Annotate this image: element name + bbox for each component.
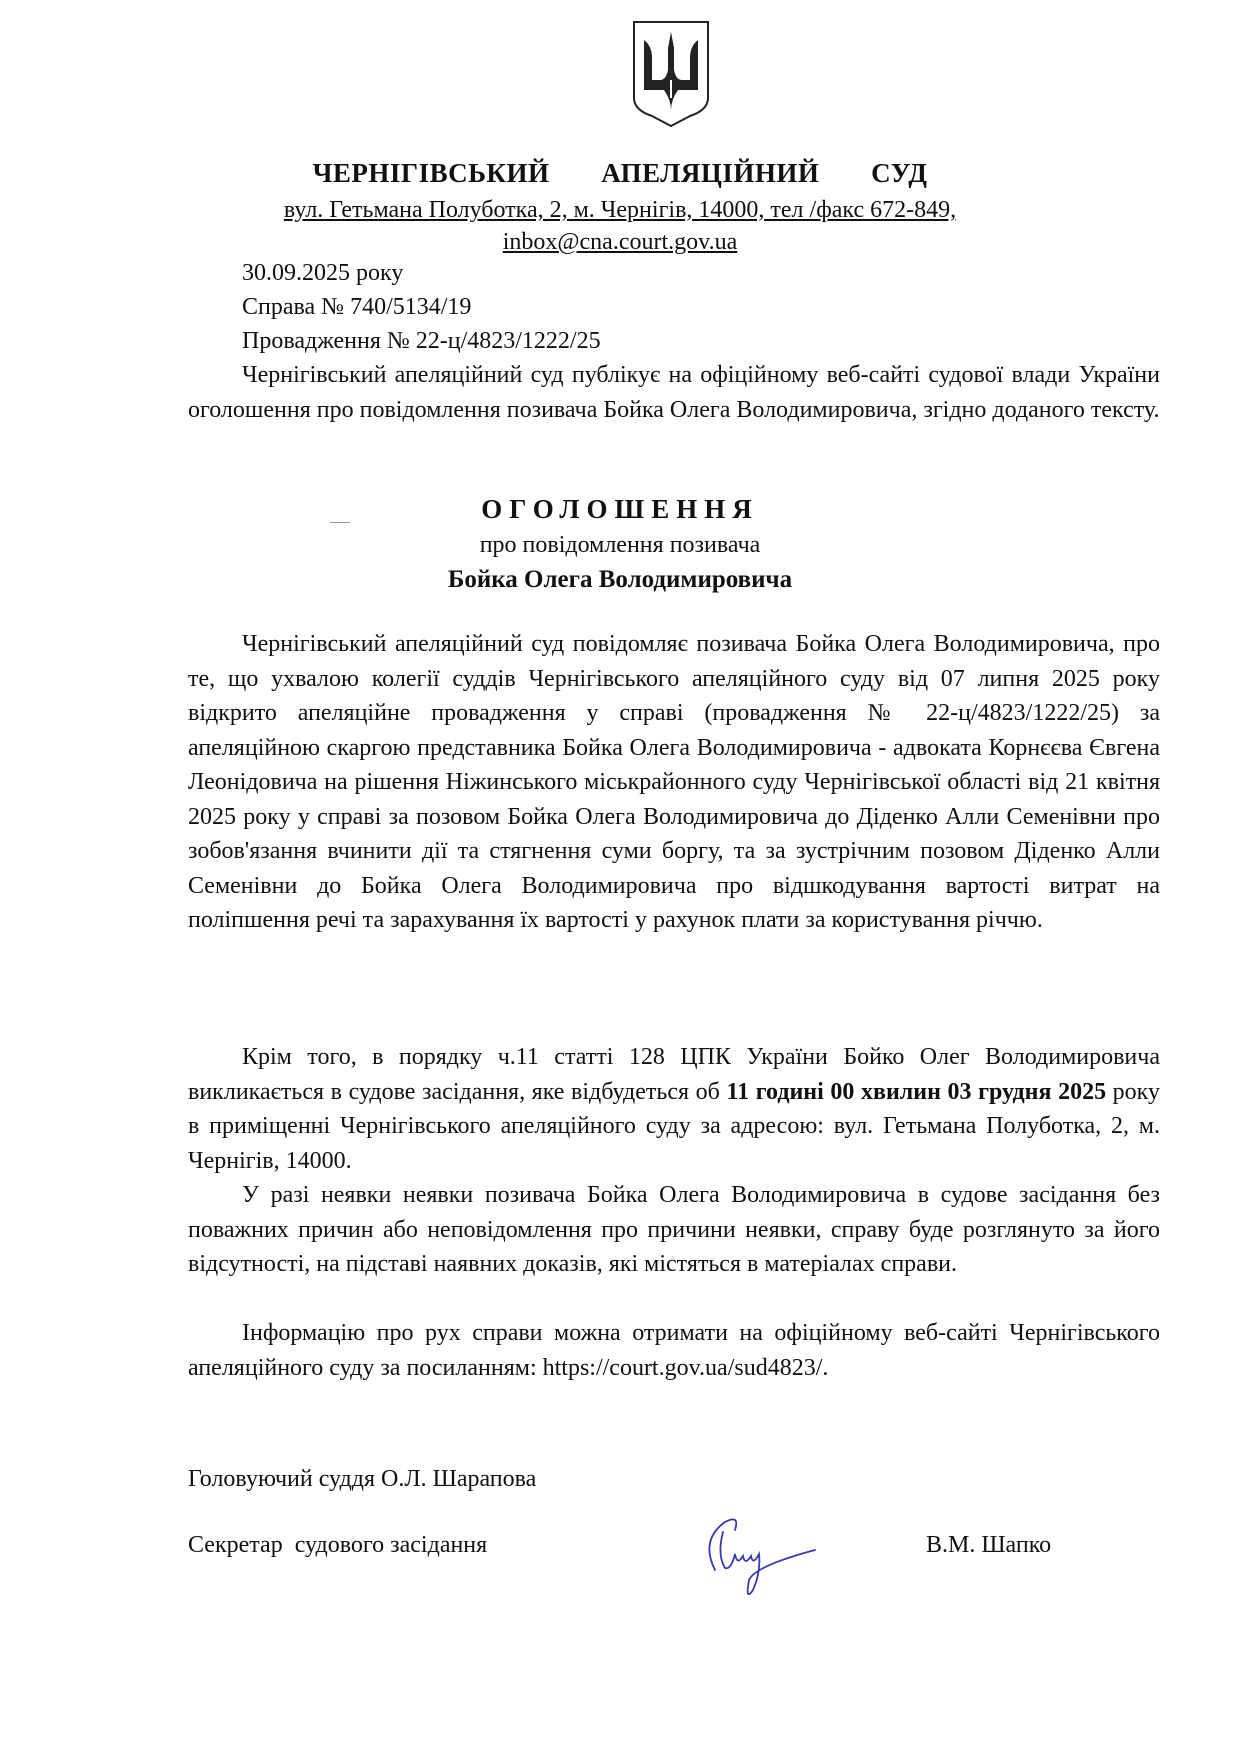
body-paragraph-info: Інформацію про рух справи можна отримати на офіційному веб-сайті Чернігівського апеляційного суду за посиланням: https://court.gov.ua/sud4823/. bbox=[188, 1320, 1160, 1381]
body-paragraph-notice: Чернігівський апеляційний суд повідомляє позивача Бойка Олега Володимировича, про те, що ухвалою колегії суддів Чернігівського апеляційного суду від 07 липня 2025 року відкрито апеляційне провадження у справі (провадження № 22-ц/4823/1222/25) за апеляційною скаргою представника Бойка Олега Володимировича - адвоката Корнєєва Євгена Леонідовича на рішення Ніжинського міськрайонного суду Чернігівської області від 21 квітня 2025 року у справі за позовом Бойка Олега Володимировича до Діденко Алли Семенівни про зобов'язання вчинити дії та стягнення суми боргу, та за зустрічним позовом Діденко Алли Семенівни до Бойка Олега Володимировича про відшкодування вартості витрат на поліпшення речі та зарахування їх вартості у рахунок плати за користування річчю. bbox=[188, 631, 1160, 933]
court-name: ЧЕРНІГІВСЬКИЙ АПЕЛЯЦІЙНИЙ СУД bbox=[312, 158, 928, 188]
court-address bbox=[0, 194, 1240, 258]
court-email-link[interactable]: inbox@cna.court.gov.ua bbox=[502, 229, 738, 255]
document-date: 30.09.2025 року bbox=[242, 260, 404, 286]
hearing-text-end: року в приміщенні Чернігівського апеляційного суду за адресою: вул. Гетьмана Полуботка, 2, м. Чернігів, 14000. bbox=[188, 1078, 1160, 1174]
case-meta bbox=[242, 256, 601, 358]
secretary-label: Секретар судового засідання bbox=[188, 1532, 488, 1558]
hearing-text-start: Крім того, в порядку ч.11 статті 128 ЦПК України Бойко Олег Володимировича викликається в судове засідання, яке відбудеться об bbox=[188, 1044, 1160, 1105]
body-paragraph-absence: У разі неявки неявки позивача Бойка Олега Володимировича в судове засідання без поважних причин або неповідомлення про причини неявки, справу буде розглянуто за його відсутності, на підставі наявних доказів, які містяться в матеріалах справи. bbox=[188, 1182, 1160, 1277]
announcement-subtitle: про повідомлення позивача bbox=[479, 532, 761, 558]
body-paragraph-hearing bbox=[188, 1040, 1160, 1178]
proceeding-number: Провадження № 22-ц/4823/1222/25 bbox=[242, 328, 601, 354]
address-line: вул. Гетьмана Полуботка, 2, м. Чернігів, 14000, тел /факс 672-849, bbox=[283, 197, 957, 223]
secretary-name: В.М. Шапко bbox=[926, 1532, 1052, 1558]
announcement-addressee: Бойка Олега Володимировича bbox=[447, 566, 793, 593]
announcement-title: ОГОЛОШЕННЯ bbox=[481, 494, 759, 524]
intro-paragraph: Чернігівський апеляційний суд публікує на офіційному веб-сайті судової влади України оголошення про повідомлення позивача Бойка Олега Володимировича, згідно доданого тексту. bbox=[188, 362, 1160, 423]
trident-coat-of-arms-icon bbox=[630, 18, 712, 130]
presiding-judge: Головуючий суддя О.Л. Шарапова bbox=[188, 1466, 537, 1492]
handwritten-signature-icon bbox=[695, 1510, 835, 1600]
hearing-datetime: 11 годині 00 хвилин 03 грудня 2025 bbox=[726, 1078, 1107, 1105]
case-number: Справа № 740/5134/19 bbox=[242, 294, 472, 320]
